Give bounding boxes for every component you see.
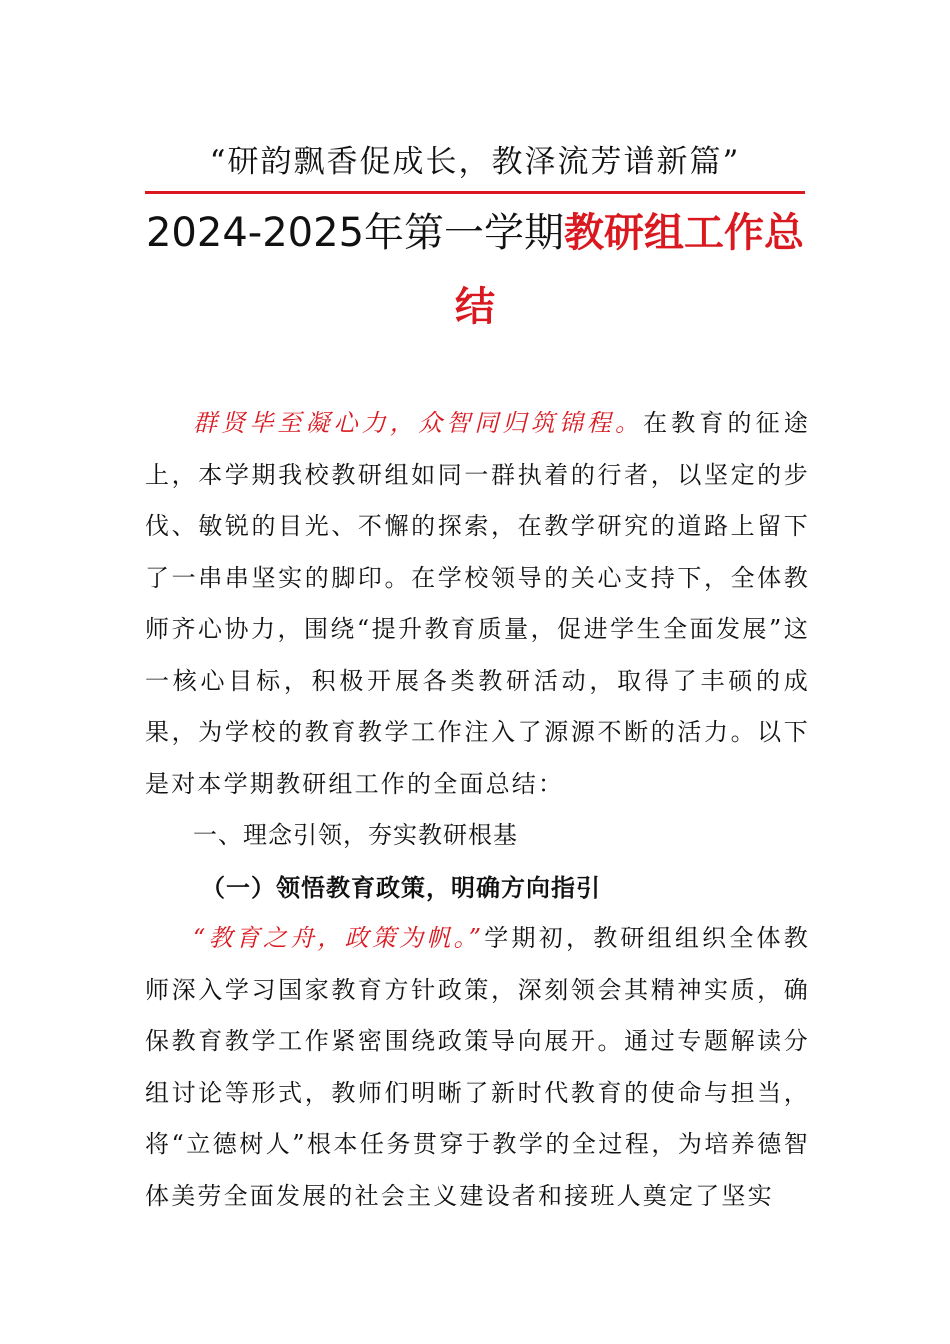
document-subtitle: “研韵飘香促成长，教泽流芳谱新篇” bbox=[209, 144, 741, 180]
intro-paragraph bbox=[145, 398, 810, 810]
intro-text: 在教育的征途上，本学期我校教研组如同一群执着的行者，以坚定的步伐、敏锐的目光、不懈的探索，在教学研究的道路上留下了一串串坚实的脚印。在学校领导的关心支持下，全体教师齐心协力，围绕“提升教育质量，促进学生全面发展”这一核心目标，积极开展各类教研活动，取得了丰硕的成果，为学校的教育教学工作注入了源源不断的活力。以下是对本学期教研组工作的全面总结： bbox=[145, 409, 811, 798]
title-emphasis-part: 教研组工作总 bbox=[564, 210, 805, 256]
title-emphasis-part-2: 结 bbox=[455, 284, 495, 330]
section-heading-1: 一、理念引领，夯实教研根基 bbox=[193, 821, 518, 849]
subsection-paragraph-1-1 bbox=[145, 913, 810, 1222]
document-title bbox=[120, 196, 830, 344]
title-plain-part: 2024-2025年第一学期 bbox=[145, 210, 565, 256]
red-divider-line bbox=[145, 191, 805, 194]
subsection-heading-1-1: （一）领悟教育政策，明确方向指引 bbox=[201, 872, 601, 902]
subsection-lead-quote: “教育之舟，政策为帆。” bbox=[193, 924, 484, 952]
document-body bbox=[145, 398, 810, 1222]
subsection-text: 学期初，教研组组织全体教师深入学习国家教育方针政策，深刻领会其精神实质，确保教育教学工作紧密围绕政策导向展开。通过专题解读分组讨论等形式，教师们明晰了新时代教育的使命与担当，将“立德树人”根本任务贯穿于教学的全过程，为培养德智体美劳全面发展的社会主义建设者和接班人奠定了坚实 bbox=[145, 924, 810, 1210]
intro-lead-quote: 群贤毕至凝心力，众智同归筑锦程。 bbox=[193, 409, 644, 437]
